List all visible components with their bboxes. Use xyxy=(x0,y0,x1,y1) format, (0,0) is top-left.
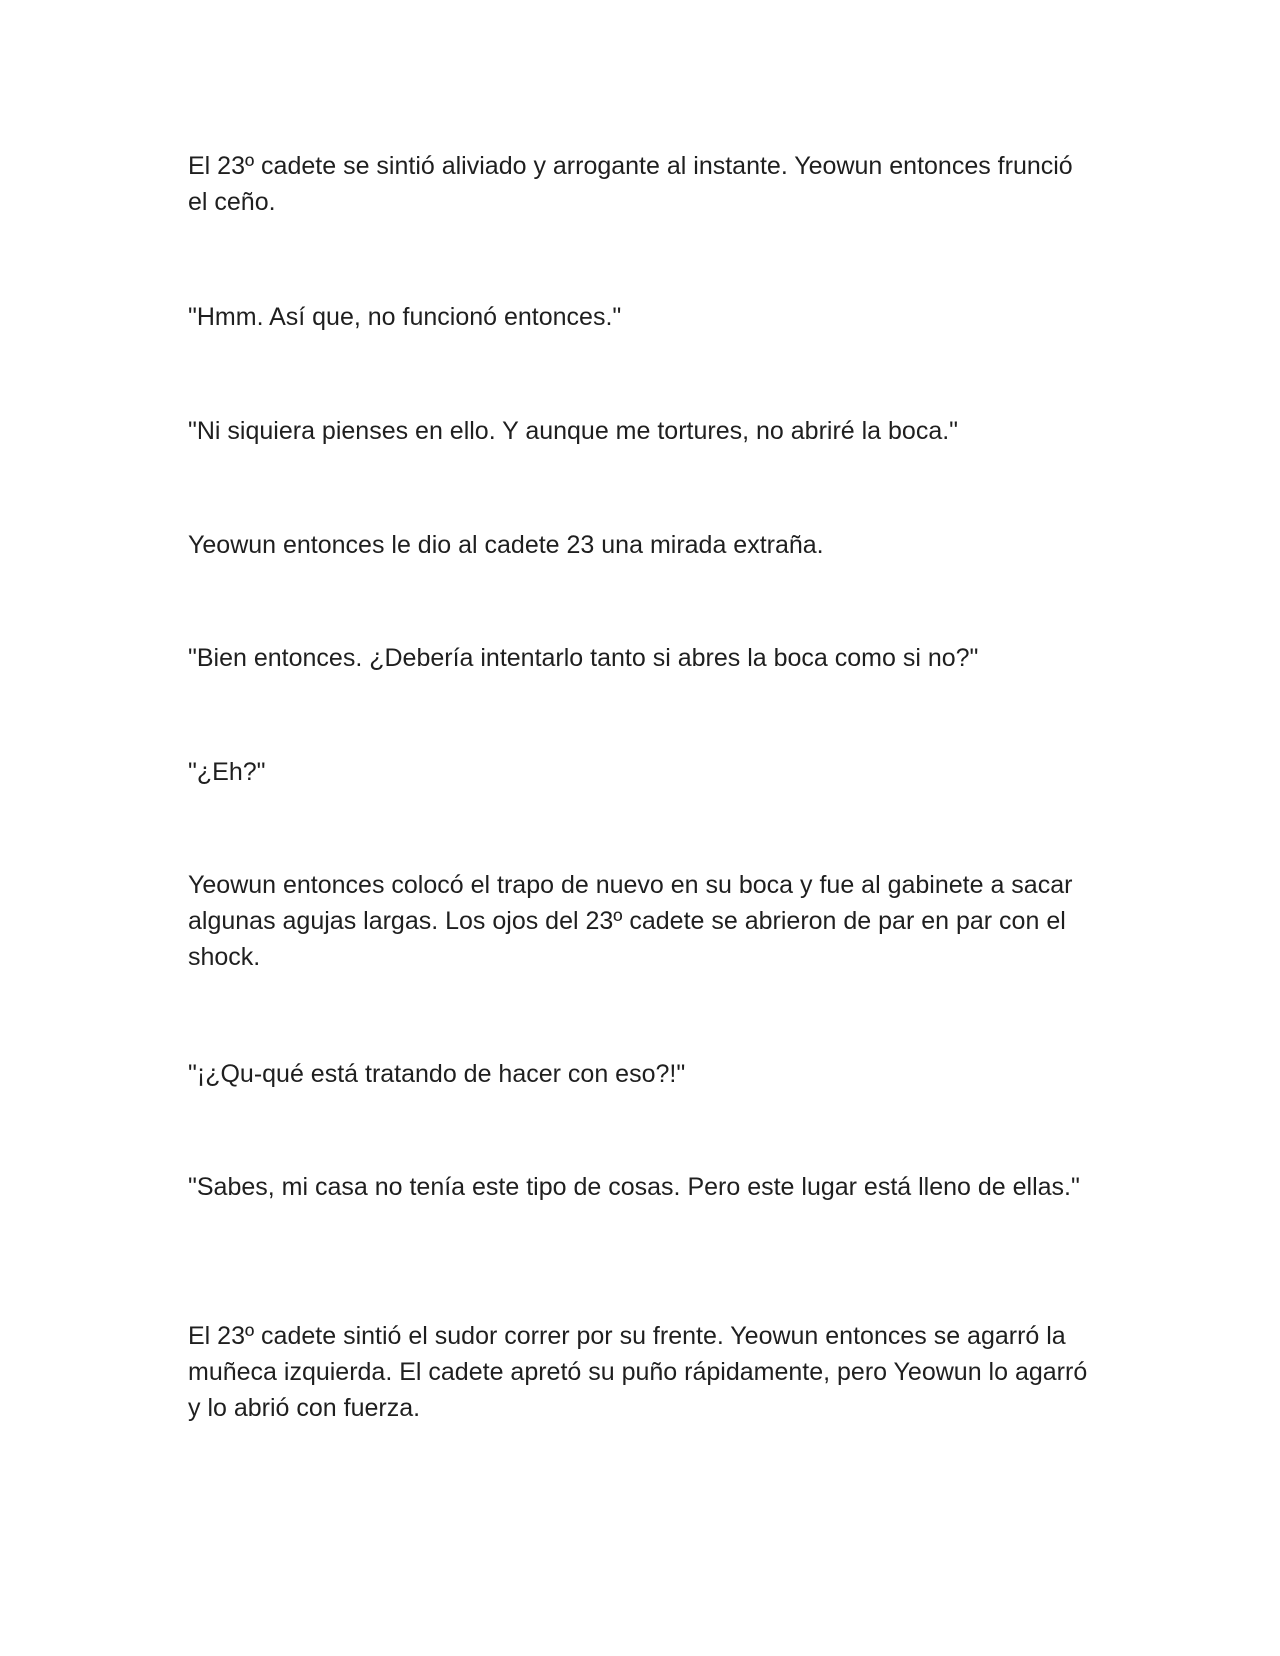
paragraph: El 23º cadete sintió el sudor correr por su frente. Yeowun entonces se agarró la muñeca izquierda. El cadete apretó su puño rápidamente, pero Yeowun lo agarró y lo abrió con fuerza. xyxy=(188,1322,1088,1422)
paragraph: Yeowun entonces colocó el trapo de nuevo en su boca y fue al gabinete a sacar algunas agujas largas. Los ojos del 23º cadete se abrieron de par en par con el shock. xyxy=(188,871,1073,971)
paragraph: Yeowun entonces le dio al cadete 23 una mirada extraña. xyxy=(188,531,824,559)
paragraph: "Hmm. Así que, no funcionó entonces." xyxy=(188,303,622,331)
paragraph: "Bien entonces. ¿Debería intentarlo tanto si abres la boca como si no?" xyxy=(188,644,979,672)
paragraph: "¿Eh?" xyxy=(188,758,266,786)
paragraph: "Ni siquiera pienses en ello. Y aunque me tortures, no abriré la boca." xyxy=(188,417,959,445)
paragraph: "Sabes, mi casa no tenía este tipo de cosas. Pero este lugar está lleno de ellas." xyxy=(188,1173,1080,1201)
paragraph: "¡¿Qu-qué está tratando de hacer con eso?!" xyxy=(188,1060,686,1088)
paragraph: El 23º cadete se sintió aliviado y arrogante al instante. Yeowun entonces frunció el ceño. xyxy=(188,152,1073,216)
